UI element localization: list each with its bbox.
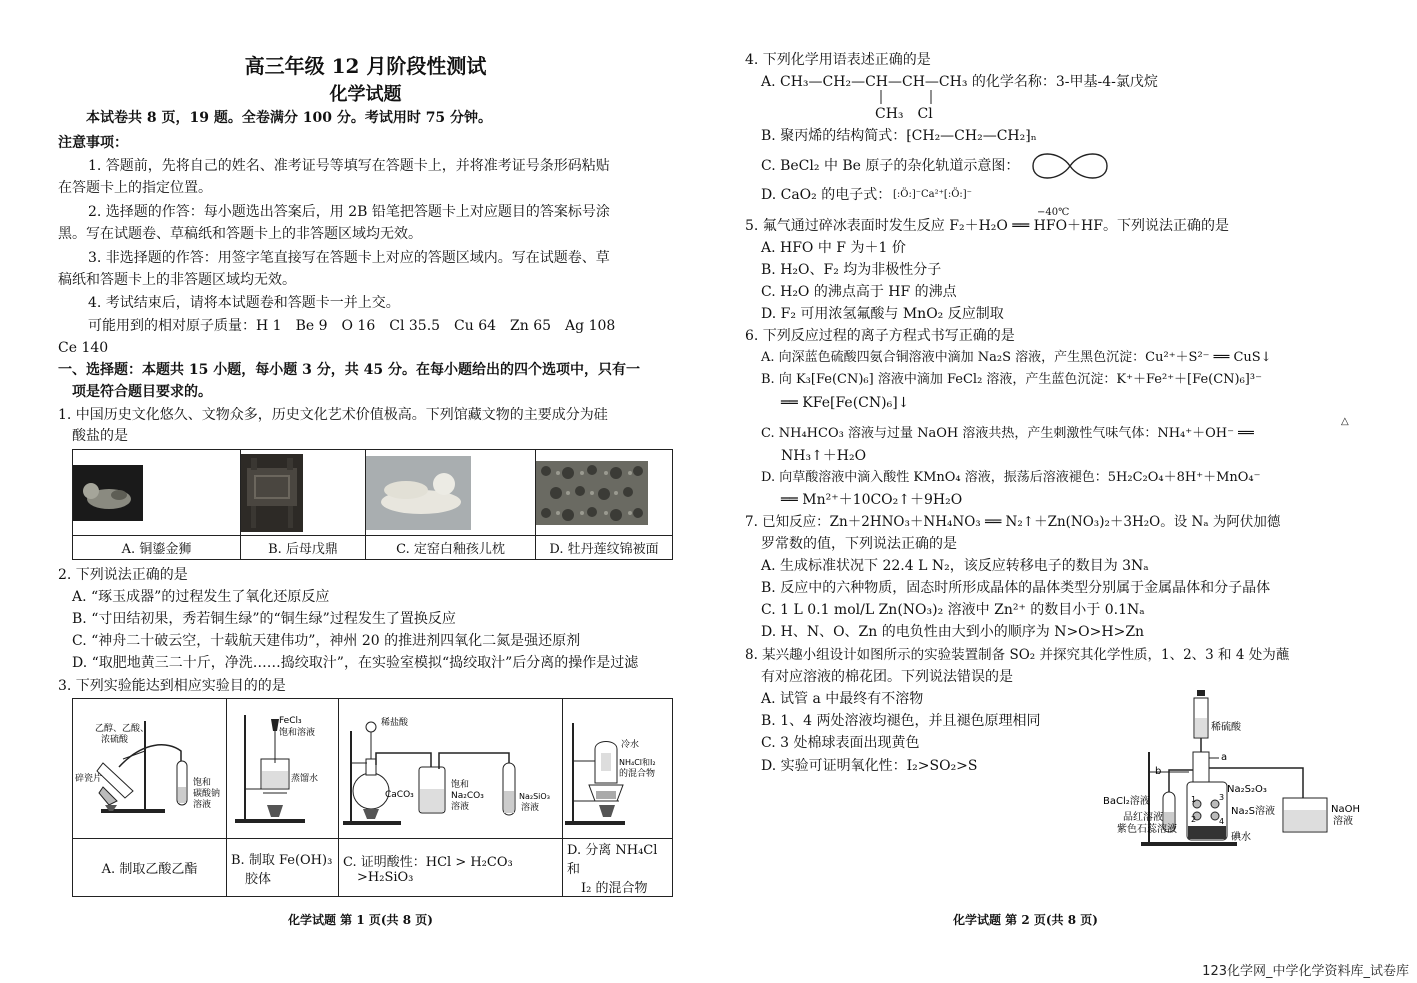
svg-text:CaCO₃: CaCO₃: [385, 789, 414, 800]
svg-text:稀硫酸: 稀硫酸: [1211, 722, 1241, 733]
svg-text:BaCl₂溶液: BaCl₂溶液: [1103, 796, 1150, 807]
svg-text:溶液: 溶液: [193, 799, 212, 810]
note-1-cont: 在答题卡上的指定位置。: [58, 180, 212, 196]
q5-condition: −40℃: [1037, 207, 1070, 218]
q8-stem: 8. 某兴趣小组设计如图所示的实验装置制备 SO₂ 并探究其化学性质，1、2、3 和 4 处为蘸: [745, 647, 1290, 663]
atomic-masses-cont: Ce 140: [58, 340, 109, 356]
watermark: 123化学网_中学化学资料库_试卷库: [1202, 964, 1409, 979]
q4-option-a-branches: [873, 90, 953, 104]
q6-heat-symbol: △: [1341, 416, 1349, 427]
note-3-cont: 稿纸和答题卡上的非答题区域均无效。: [58, 272, 296, 288]
svg-text:溶液: 溶液: [451, 801, 470, 812]
svg-text:Na₂S₂O₃: Na₂S₂O₃: [1227, 784, 1267, 795]
note-2-cont: 黑。写在试题卷、草稿纸和答题卡上的非答题区域均无效。: [58, 226, 422, 242]
q3-apparatus-d: [563, 699, 673, 839]
ding-vessel-image: [241, 454, 303, 532]
q3-table: [72, 698, 673, 897]
svg-text:浓硫酸: 浓硫酸: [101, 734, 129, 745]
note-1: 1. 答题前，先将自己的姓名、准考证号等填写在答题卡上，并将准考证号条形码粘贴: [88, 158, 610, 174]
svg-text:NH₄Cl和I₂: NH₄Cl和I₂: [619, 757, 656, 767]
ester-apparatus-diagram: [73, 701, 223, 837]
q3-stem: 3. 下列实验能达到相应实验目的的是: [58, 678, 286, 694]
q1-option-c: C. 定窑白釉孩儿枕: [366, 536, 536, 560]
q6-option-d-cont: ══ Mn²⁺＋10CO₂↑＋9H₂O: [781, 492, 963, 508]
section-heading: 一、选择题：本题共 15 小题，每小题 3 分，共 45 分。在每小题给出的四个选项中，只有一: [58, 362, 640, 378]
q3-option-b: B. 制取 Fe(OH)₃ 胶体: [227, 839, 339, 897]
q2-stem: 2. 下列说法正确的是: [58, 567, 188, 583]
svg-text:1: 1: [1191, 795, 1197, 804]
q6-option-c-cont: NH₃↑＋H₂O: [781, 448, 867, 464]
q6-option-a: A. 向深蓝色硫酸四氨合铜溶液中滴加 Na₂S 溶液，产生黑色沉淀：Cu²⁺＋S²⁻ ══ CuS↓: [761, 350, 1272, 365]
page-1-footer: 化学试题 第 1 页(共 8 页): [288, 913, 433, 927]
q4-option-d: D. CaO₂ 的电子式：: [761, 187, 892, 203]
acidity-apparatus-diagram: [339, 701, 559, 837]
section-heading-cont: 项是符合题目要求的。: [72, 384, 212, 400]
colloid-apparatus-diagram: [227, 701, 335, 837]
q8-stem-cont: 有对应溶液的棉花团。下列说法错误的是: [761, 669, 1013, 685]
svg-text:碳酸钠: 碳酸钠: [193, 788, 221, 799]
q5-option-d: D. F₂ 可用浓氢氟酸与 MnO₂ 反应制取: [761, 306, 1004, 322]
atomic-masses: 可能用到的相对原子质量：H 1 Be 9 O 16 Cl 35.5 Cu 64 Zn 65 Ag 108: [88, 318, 616, 334]
q7-option-a: A. 生成标准状况下 22.4 L N₂，该反应转移电子的数目为 3Nₐ: [761, 558, 1149, 574]
svg-text:Na₂S溶液: Na₂S溶液: [1231, 806, 1275, 817]
svg-text:2: 2: [1191, 815, 1197, 824]
svg-text:FeCl₃: FeCl₃: [279, 715, 302, 726]
note-4: 4. 考试结束后，请将本试题卷和答题卡一并上交。: [88, 295, 400, 311]
q1-image-d: [536, 450, 673, 536]
so2-apparatus-diagram: [1093, 688, 1363, 848]
q3-apparatus-c: [339, 699, 563, 839]
q5-option-b: B. H₂O、F₂ 均为非极性分子: [761, 262, 942, 278]
q1-stem: 1. 中国历史文化悠久、文物众多，历史文化艺术价值极高。下列馆藏文物的主要成分为硅: [58, 407, 608, 423]
svg-text:品红溶液: 品红溶液: [1123, 812, 1163, 823]
q4-option-b: B. 聚丙烯的结构简式：⁅CH₂—CH₂—CH₂⁆ₙ: [761, 128, 1037, 144]
sp-orbital-icon: [1031, 150, 1109, 182]
q1-option-a: A. 铜鎏金狮: [73, 536, 241, 560]
svg-text:饱和溶液: 饱和溶液: [279, 727, 316, 738]
q7-option-d: D. H、N、O、Zn 的电负性由大到小的顺序为 N>O>H>Zn: [761, 624, 1145, 640]
svg-text:紫色石蕊溶液: 紫色石蕊溶液: [1117, 824, 1177, 835]
brocade-image: [536, 461, 648, 525]
notes-heading: 注意事项：: [58, 135, 128, 151]
q2-option-c: C. “神舟二十破云空，十载航天建伟功”，神州 20 的推进剂四氧化二氮是强还原剂: [72, 633, 581, 649]
svg-text:4: 4: [1219, 817, 1225, 826]
svg-text:饱和: 饱和: [451, 779, 470, 790]
q1-stem-cont: 酸盐的是: [72, 428, 128, 444]
q4-option-a-substituents: CH₃ Cl: [875, 106, 933, 122]
q2-option-a: A. “琢玉成器”的过程发生了氧化还原反应: [72, 589, 330, 605]
q4-stem: 4. 下列化学用语表述正确的是: [745, 52, 931, 68]
q7-stem-cont: 罗常数的值，下列说法正确的是: [761, 536, 957, 552]
note-2: 2. 选择题的作答：每小题选出答案后，用 2B 铅笔把答题卡上对应题目的答案标号涂: [88, 204, 610, 220]
exam-subtitle: 化学试题: [329, 84, 402, 105]
q6-option-d: D. 向草酸溶液中滴入酸性 KMnO₄ 溶液，振荡后溶液褪色：5H₂C₂O₄＋8H⁺＋MnO₄⁻: [761, 470, 1261, 485]
q1-option-b: B. 后母戊鼎: [241, 536, 366, 560]
svg-text:溶液: 溶液: [521, 802, 540, 813]
svg-text:3: 3: [1219, 793, 1225, 802]
q8-option-b: B. 1、4 两处溶液均褪色，并且褪色原理相同: [761, 713, 1041, 729]
svg-text:乙醇、乙酸、: 乙醇、乙酸、: [95, 723, 150, 734]
svg-text:的混合物: 的混合物: [619, 768, 656, 779]
page-2-footer: 化学试题 第 2 页(共 8 页): [953, 913, 1098, 927]
svg-text:碎瓷片: 碎瓷片: [75, 773, 103, 784]
svg-text:Na₂SiO₃: Na₂SiO₃: [519, 791, 550, 801]
q8-option-a: A. 试管 a 中最终有不溶物: [761, 691, 924, 707]
svg-text:溶液: 溶液: [1333, 816, 1353, 827]
q3-apparatus-b: [227, 699, 339, 839]
svg-text:稀盐酸: 稀盐酸: [381, 717, 409, 728]
svg-text:冷水: 冷水: [621, 739, 640, 750]
q1-table: [72, 449, 673, 560]
q1-image-c: [366, 450, 536, 536]
q8-apparatus: [1093, 688, 1363, 848]
q3-option-c: C. 证明酸性：HCl > H₂CO₃ >H₂SiO₃: [339, 839, 563, 897]
q1-image-a: [73, 450, 241, 536]
svg-text:Na₂CO₃: Na₂CO₃: [451, 790, 484, 801]
q5-option-c: C. H₂O 的沸点高于 HF 的沸点: [761, 284, 957, 300]
q8-option-c: C. 3 处棉球表面出现黄色: [761, 735, 920, 751]
svg-text:a: a: [1221, 752, 1228, 763]
q4-electron-formula: [:Ö:]⁻Ca²⁺[:Ö:]⁻: [893, 189, 972, 200]
svg-text:NaOH: NaOH: [1331, 804, 1360, 815]
q6-option-b-cont: ══ KFe[Fe(CN)₆]↓: [781, 395, 910, 411]
q1-option-d: D. 牡丹莲纹锦被面: [536, 536, 673, 560]
exam-intro: 本试卷共 8 页，19 题。全卷满分 100 分。考试用时 75 分钟。: [86, 110, 493, 126]
q3-option-d: D. 分离 NH₄Cl 和 I₂ 的混合物: [563, 839, 673, 897]
svg-text:蒸馏水: 蒸馏水: [291, 773, 319, 784]
note-3: 3. 非选择题的作答：用签字笔直接写在答题卡上对应的答题区域内。写在试题卷、草: [88, 250, 610, 266]
lion-artifact-image: [73, 465, 143, 521]
q5-stem: 5. 氟气通过碎冰表面时发生反应 F₂＋H₂O ══ HFO＋HF。下列说法正确的是: [745, 218, 1229, 234]
q7-stem: 7. 已知反应：Zn＋2HNO₃＋NH₄NO₃ ══ N₂↑＋Zn(NO₃)₂＋3H₂O。设 Nₐ 为阿伏加德: [745, 514, 1281, 530]
separation-apparatus-diagram: [563, 701, 669, 837]
svg-text:碘水: 碘水: [1231, 832, 1251, 843]
svg-text:饱和: 饱和: [193, 777, 212, 788]
q6-stem: 6. 下列反应过程的离子方程式书写正确的是: [745, 328, 1015, 344]
svg-text:b: b: [1155, 766, 1162, 777]
q3-apparatus-a: [73, 699, 227, 839]
q1-image-b: [241, 450, 366, 536]
q4-option-a: A. CH₃—CH₂—CH—CH—CH₃ 的化学名称：3-甲基-4-氯戊烷: [761, 74, 1158, 90]
q7-option-b: B. 反应中的六种物质，固态时所形成晶体的晶体类型分别属于金属晶体和分子晶体: [761, 580, 1271, 596]
q8-option-d: D. 实验可证明氧化性：I₂>SO₂>S: [761, 758, 978, 774]
q7-option-c: C. 1 L 0.1 mol/L Zn(NO₃)₂ 溶液中 Zn²⁺ 的数目小于 0.1Nₐ: [761, 602, 1145, 618]
q5-option-a: A. HFO 中 F 为＋1 价: [761, 240, 906, 256]
q2-option-d: D. “取肥地黄三二十斤，净洗……捣绞取汁”，在实验室模拟“捣绞取汁”后分离的操作是过滤: [72, 655, 639, 671]
q4-option-c: C. BeCl₂ 中 Be 原子的杂化轨道示意图：: [761, 158, 1020, 174]
q2-option-b: B. “寸田结初果，秀若铜生绿”的“铜生绿”过程发生了置换反应: [72, 611, 456, 627]
exam-title: 高三年级 12 月阶段性测试: [244, 54, 487, 78]
q6-option-b: B. 向 K₃[Fe(CN)₆] 溶液中滴加 FeCl₂ 溶液，产生蓝色沉淀：K⁺＋Fe²⁺＋[Fe(CN)₆]³⁻: [761, 372, 1262, 387]
porcelain-pillow-image: [366, 456, 471, 530]
q3-option-a: A. 制取乙酸乙酯: [73, 839, 227, 897]
q6-option-c: C. NH₄HCO₃ 溶液与过量 NaOH 溶液共热，产生刺激性气味气体：NH₄⁺＋OH⁻ ══: [761, 426, 1254, 441]
